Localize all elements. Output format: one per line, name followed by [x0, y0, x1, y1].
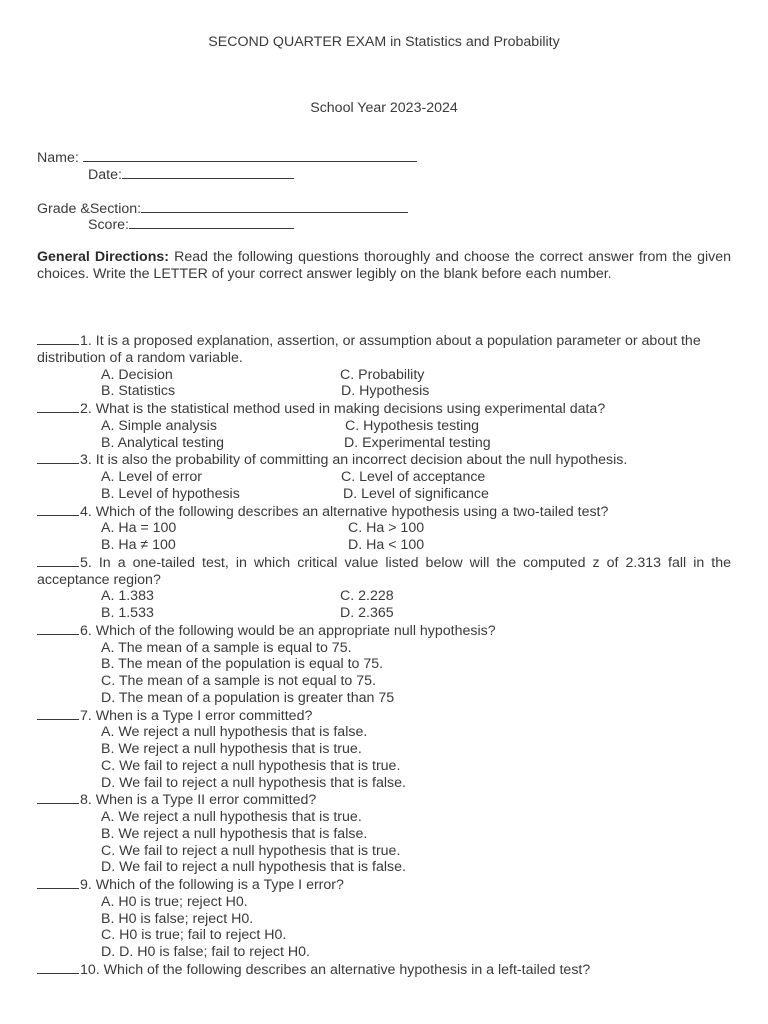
question-10	[37, 961, 731, 979]
option: A. 1.383	[101, 588, 154, 605]
question-text: 5. In a one-tailed test, in which critical value listed below will the computed z of 2.313 fall in the acceptance region?	[37, 554, 731, 588]
option: C. Level of acceptance	[341, 469, 486, 485]
option: A. Decision	[101, 366, 173, 383]
question-8	[37, 791, 731, 809]
option: C. We fail to reject a null hypothesis that is true.	[101, 757, 401, 774]
question-6	[37, 622, 731, 640]
option: C. H0 is true; fail to reject H0.	[101, 927, 287, 944]
options-list	[37, 724, 731, 791]
option: C. Probability	[340, 366, 425, 383]
answer-blank-10[interactable]	[37, 961, 79, 974]
option: D. D. H0 is false; fail to reject H0.	[101, 944, 310, 960]
grade-section-field	[37, 200, 731, 217]
option: C. 2.228	[340, 588, 394, 605]
option: A. H0 is true; reject H0.	[101, 893, 248, 910]
question-text: 4. Which of the following describes an alternative hypothesis using a two-tailed test?	[80, 503, 609, 520]
general-directions	[37, 249, 731, 283]
school-year: School Year 2023-2024	[310, 100, 458, 116]
options-row	[37, 486, 731, 503]
question-4	[37, 503, 731, 521]
option: A. Ha = 100	[101, 520, 177, 537]
option: A. We reject a null hypothesis that is true.	[101, 809, 362, 825]
answer-blank-7[interactable]	[37, 707, 79, 720]
question-text: 7. When is a Type I error committed?	[80, 707, 313, 724]
options-row	[37, 520, 731, 537]
options-row	[37, 418, 731, 435]
answer-blank-6[interactable]	[37, 622, 79, 635]
option: D. Experimental testing	[344, 434, 491, 451]
answer-blank-4[interactable]	[37, 503, 79, 516]
option: B. H0 is false; reject H0.	[101, 910, 254, 927]
option: D. We fail to reject a null hypothesis that is false.	[101, 774, 406, 791]
options-row	[37, 383, 731, 400]
question-list	[37, 332, 731, 979]
question-text: 9. Which of the following is a Type I error?	[80, 877, 344, 893]
options-row	[37, 537, 731, 554]
date-label: Date:	[88, 166, 122, 183]
option: B. Level of hypothesis	[101, 485, 240, 502]
question-text: 10. Which of the following describes an alternative hypothesis in a left-tailed test?	[80, 961, 591, 978]
answer-blank-2[interactable]	[37, 400, 79, 413]
option: B. Statistics	[101, 383, 176, 400]
option: B. We reject a null hypothesis that is true.	[101, 741, 362, 757]
option: C. We fail to reject a null hypothesis that is true.	[101, 842, 401, 859]
score-field	[37, 216, 731, 233]
option: A. We reject a null hypothesis that is false.	[101, 724, 368, 741]
question-text: 3. It is also the probability of committing an incorrect decision about the null hypothesis.	[80, 452, 628, 469]
question-3	[37, 451, 731, 469]
options-list	[37, 894, 731, 961]
option: D. 2.365	[340, 605, 394, 621]
answer-blank-5[interactable]	[37, 554, 79, 567]
options-row	[37, 435, 731, 452]
options-row	[37, 469, 731, 486]
name-field	[37, 149, 731, 166]
option: D. Hypothesis	[341, 383, 430, 400]
question-2	[37, 400, 731, 418]
option: B. Ha ≠ 100	[101, 537, 176, 553]
question-9	[37, 876, 731, 894]
question-text: 2. What is the statistical method used in making decisions using experimental data?	[80, 401, 606, 417]
answer-blank-8[interactable]	[37, 791, 79, 804]
question-7	[37, 707, 731, 725]
grade-section-label: Grade &Section:	[37, 200, 142, 217]
directions-heading: General Directions:	[37, 249, 170, 265]
name-blank[interactable]	[83, 149, 417, 162]
options-list	[37, 640, 731, 707]
option: C. Ha > 100	[348, 520, 425, 537]
exam-title: SECOND QUARTER EXAM in Statistics and Probability	[208, 34, 560, 50]
options-row	[37, 605, 731, 622]
option: B. 1.533	[101, 605, 154, 621]
option: B. Analytical testing	[101, 434, 225, 451]
score-label: Score:	[88, 217, 130, 234]
directions-text: Read the following questions thoroughly and choose the correct answer from the given choices. Write the LETTER of your correct answer legibly on the blank before each number.	[37, 249, 731, 282]
question-text: 6. Which of the following would be an appropriate null hypothesis?	[80, 622, 496, 639]
option: D. We fail to reject a null hypothesis that is false.	[101, 859, 406, 876]
option: D. Ha < 100	[348, 537, 425, 553]
options-row	[37, 588, 731, 605]
question-text: 8. When is a Type II error committed?	[80, 792, 317, 809]
question-text: 1. It is a proposed explanation, assertion, or assumption about a population parameter or about the distribution of a random variable.	[37, 333, 701, 366]
option: A. The mean of a sample is equal to 75.	[101, 639, 352, 656]
question-5	[37, 554, 731, 589]
option: D. The mean of a population is greater than 75	[101, 689, 395, 706]
option: A. Simple analysis	[101, 417, 217, 434]
date-blank[interactable]	[122, 166, 294, 179]
option: C. The mean of a sample is not equal to 75.	[101, 673, 376, 689]
answer-blank-1[interactable]	[37, 332, 79, 345]
option: D. Level of significance	[343, 485, 489, 502]
option: A. Level of error	[101, 469, 202, 485]
options-list	[37, 809, 731, 876]
answer-blank-9[interactable]	[37, 876, 79, 889]
name-label: Name:	[37, 150, 79, 166]
question-1	[37, 332, 731, 367]
option: C. Hypothesis testing	[345, 417, 480, 434]
score-blank[interactable]	[129, 216, 294, 229]
student-info-fields	[37, 149, 731, 233]
option: B. We reject a null hypothesis that is false.	[101, 825, 368, 842]
answer-blank-3[interactable]	[37, 451, 79, 464]
option: B. The mean of the population is equal to 75.	[101, 656, 384, 673]
grade-section-blank[interactable]	[141, 200, 408, 213]
options-row	[37, 367, 731, 384]
date-field	[37, 166, 731, 183]
